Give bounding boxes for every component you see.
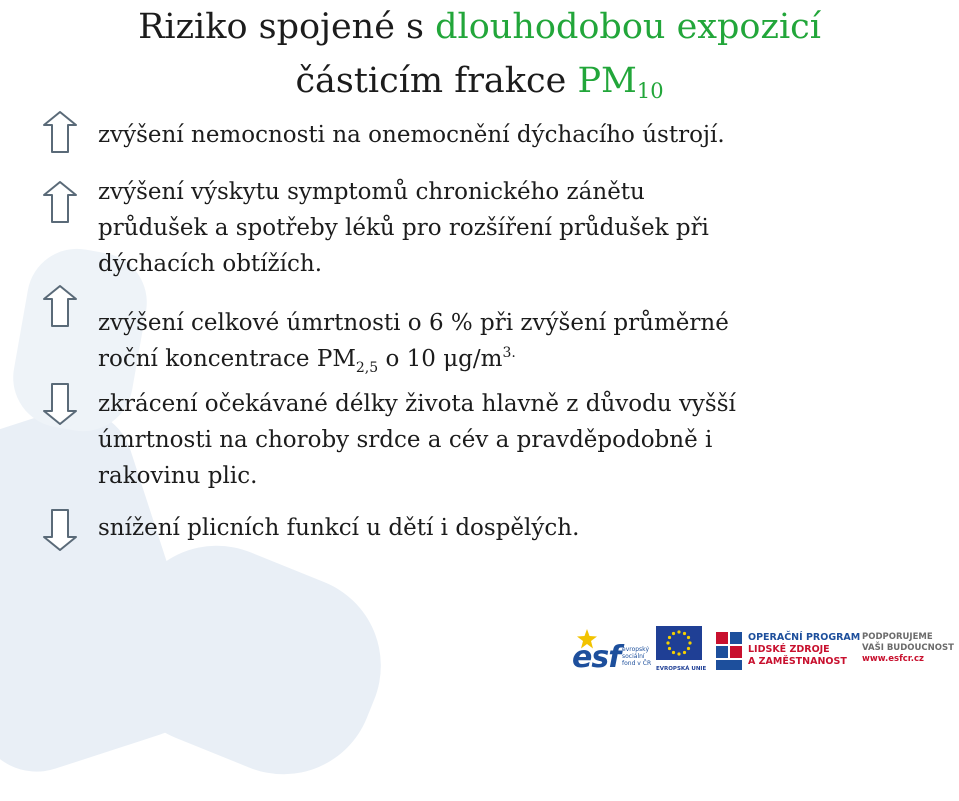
sponsor-logos bbox=[566, 620, 956, 690]
slide-title bbox=[0, 0, 959, 108]
title-line-1: Riziko spojené s dlouhodobou expozicí bbox=[138, 7, 821, 47]
eu-flag-icon bbox=[656, 626, 702, 660]
list-item: zkrácení očekávané délky života hlavně z důvodu vyšší úmrtnosti na choroby srdce a cév a pravděpodobně i rakovinu plic. bbox=[98, 391, 736, 489]
arrow-down-icon bbox=[42, 508, 78, 552]
arrow-up-icon bbox=[42, 180, 78, 224]
support-slogan: PODPORUJEME VAŠI BUDOUCNOST www.esfcr.cz bbox=[862, 632, 954, 664]
list-item: zvýšení celkové úmrtnosti o 6 % při zvýšení průměrné roční koncentrace $PM_{2,5}$ o 10 $\mu g/m^{3.}$ bbox=[98, 310, 729, 376]
arrow-up-icon bbox=[42, 284, 78, 328]
arrow-down-icon bbox=[42, 382, 78, 426]
op-mark-icon bbox=[716, 632, 742, 672]
op-lzz-logo bbox=[716, 630, 861, 680]
list-item: snížení plicních funkcí u dětí i dospělých. bbox=[98, 515, 580, 541]
title-line-2: částicím frakce $PM_{10}$ bbox=[295, 61, 664, 103]
eu-logo: EVROPSKÁ UNIE bbox=[656, 626, 704, 682]
op-caption: OPERAČNÍ PROGRAM LIDSKÉ ZDROJE A ZAMĚSTNANOST bbox=[748, 632, 861, 667]
arrow-up-icon bbox=[42, 110, 78, 154]
list-item: zvýšení výskytu symptomů chronického zánětu průdušek a spotřeby léků pro rozšíření průdušek při dýchacích obtížích. bbox=[98, 179, 709, 277]
list-item: zvýšení nemocnosti na onemocnění dýchacího ústrojí. bbox=[98, 122, 725, 148]
esf-caption: evropský sociální fond v ČR bbox=[622, 646, 652, 667]
list-item-line: roční koncentrace $PM_{2,5}$ o 10 $\mu g/m^{3.}$ bbox=[98, 345, 516, 376]
esf-logo: esf evropský sociální fond v ČR bbox=[572, 628, 652, 680]
